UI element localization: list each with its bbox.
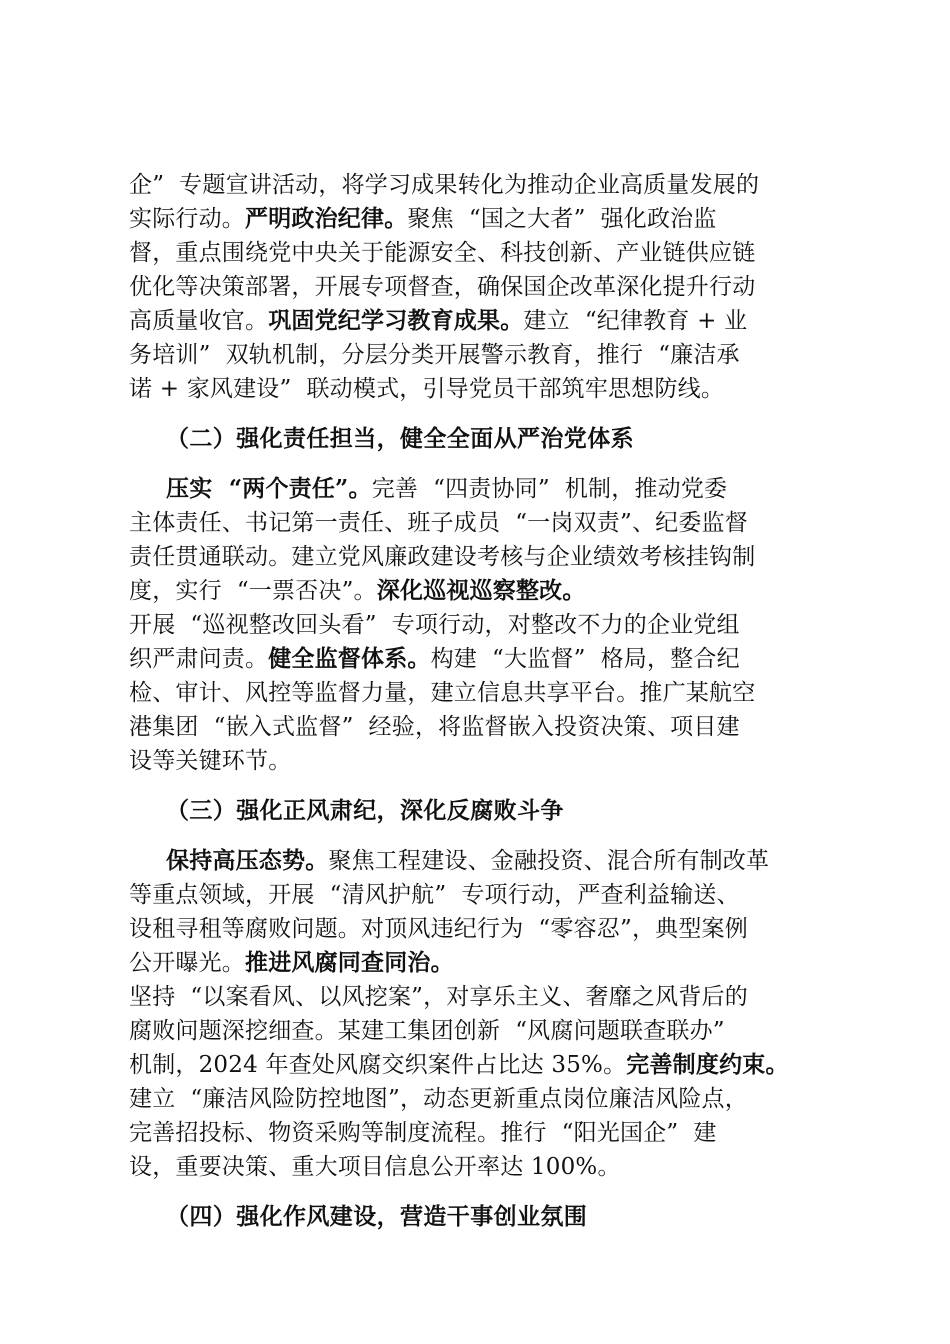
section-heading-4: （四）强化作风建设，营造干事创业氛围 — [166, 1203, 588, 1230]
paragraph-line: 责任贯通联动。建立党风廉政建设考核与企业绩效考核挂钩制 — [129, 544, 756, 570]
paragraph-line: 港集团 “嵌入式监督” 经验，将监督嵌入投资决策、项目建 — [129, 714, 740, 740]
paragraph-line: 设等关键环节。 — [129, 748, 292, 774]
paragraph-line: 诺 + 家风建设” 联动模式，引导党员干部筑牢思想防线。 — [129, 376, 725, 402]
paragraph-line: 坚持 “以案看风、以风挖案”，对享乐主义、奢靡之风背后的 — [129, 984, 748, 1010]
section-heading-2: （二）强化责任担当，健全全面从严治党体系 — [166, 425, 634, 452]
paragraph-line: 主体责任、书记第一责任、班子成员 “一岗双责”、纪委监督 — [129, 510, 748, 536]
paragraph-line: 织严肃问责。健全监督体系。构建 “大监督” 格局，整合纪 — [129, 645, 740, 672]
paragraph-line: 完善招投标、物资采购等制度流程。推行 “阳光国企” 建 — [129, 1120, 717, 1146]
paragraph-line: 设，重要决策、重大项目信息公开率达 100%。 — [129, 1154, 621, 1180]
paragraph-line: 优化等决策部署，开展专项督查，确保国企改革深化提升行动 — [129, 274, 756, 300]
paragraph-line: 企” 专题宣讲活动，将学习成果转化为推动企业高质量发展的 — [129, 172, 760, 198]
section-heading-3: （三）强化正风肃纪，深化反腐败斗争 — [166, 797, 564, 824]
paragraph-line: 机制，2024 年查处风腐交织案件占比达 35%。完善制度约束。 — [129, 1051, 789, 1078]
paragraph-line: 实际行动。严明政治纪律。聚焦 “国之大者” 强化政治监 — [129, 205, 717, 232]
paragraph-line: 建立 “廉洁风险防控地图”，动态更新重点岗位廉洁风险点， — [129, 1086, 748, 1112]
paragraph-line: 检、审计、风控等监督力量，建立信息共享平台。推广某航空 — [129, 680, 756, 706]
paragraph-line: 督，重点围绕党中央关于能源安全、科技创新、产业链供应链 — [129, 240, 756, 266]
paragraph-line: 设租寻租等腐败问题。对顶风违纪行为 “零容忍”，典型案例 — [129, 916, 748, 942]
paragraph-line: 高质量收官。巩固党纪学习教育成果。建立 “纪律教育 + 业 — [129, 307, 748, 334]
paragraph-line: 度，实行 “一票否决”。深化巡视巡察整改。 — [129, 577, 586, 604]
paragraph-line: 等重点领域，开展 “清风护航” 专项行动，严查利益输送、 — [129, 882, 740, 908]
paragraph-line: 公开曝光。推进风腐同查同治。 — [129, 949, 454, 976]
paragraph-line: 压实 “两个责任”。完善 “四责协同” 机制，推动党委 — [166, 475, 728, 502]
paragraph-line: 务培训” 双轨机制，分层分类开展警示教育，推行 “廉洁承 — [129, 342, 740, 368]
paragraph-line: 腐败问题深挖细查。某建工集团创新 “风腐问题联查联办” — [129, 1018, 725, 1044]
paragraph-line: 保持高压态势。聚焦工程建设、金融投资、混合所有制改革 — [166, 847, 770, 874]
paragraph-line: 开展 “巡视整改回头看” 专项行动，对整改不力的企业党组 — [129, 612, 740, 638]
